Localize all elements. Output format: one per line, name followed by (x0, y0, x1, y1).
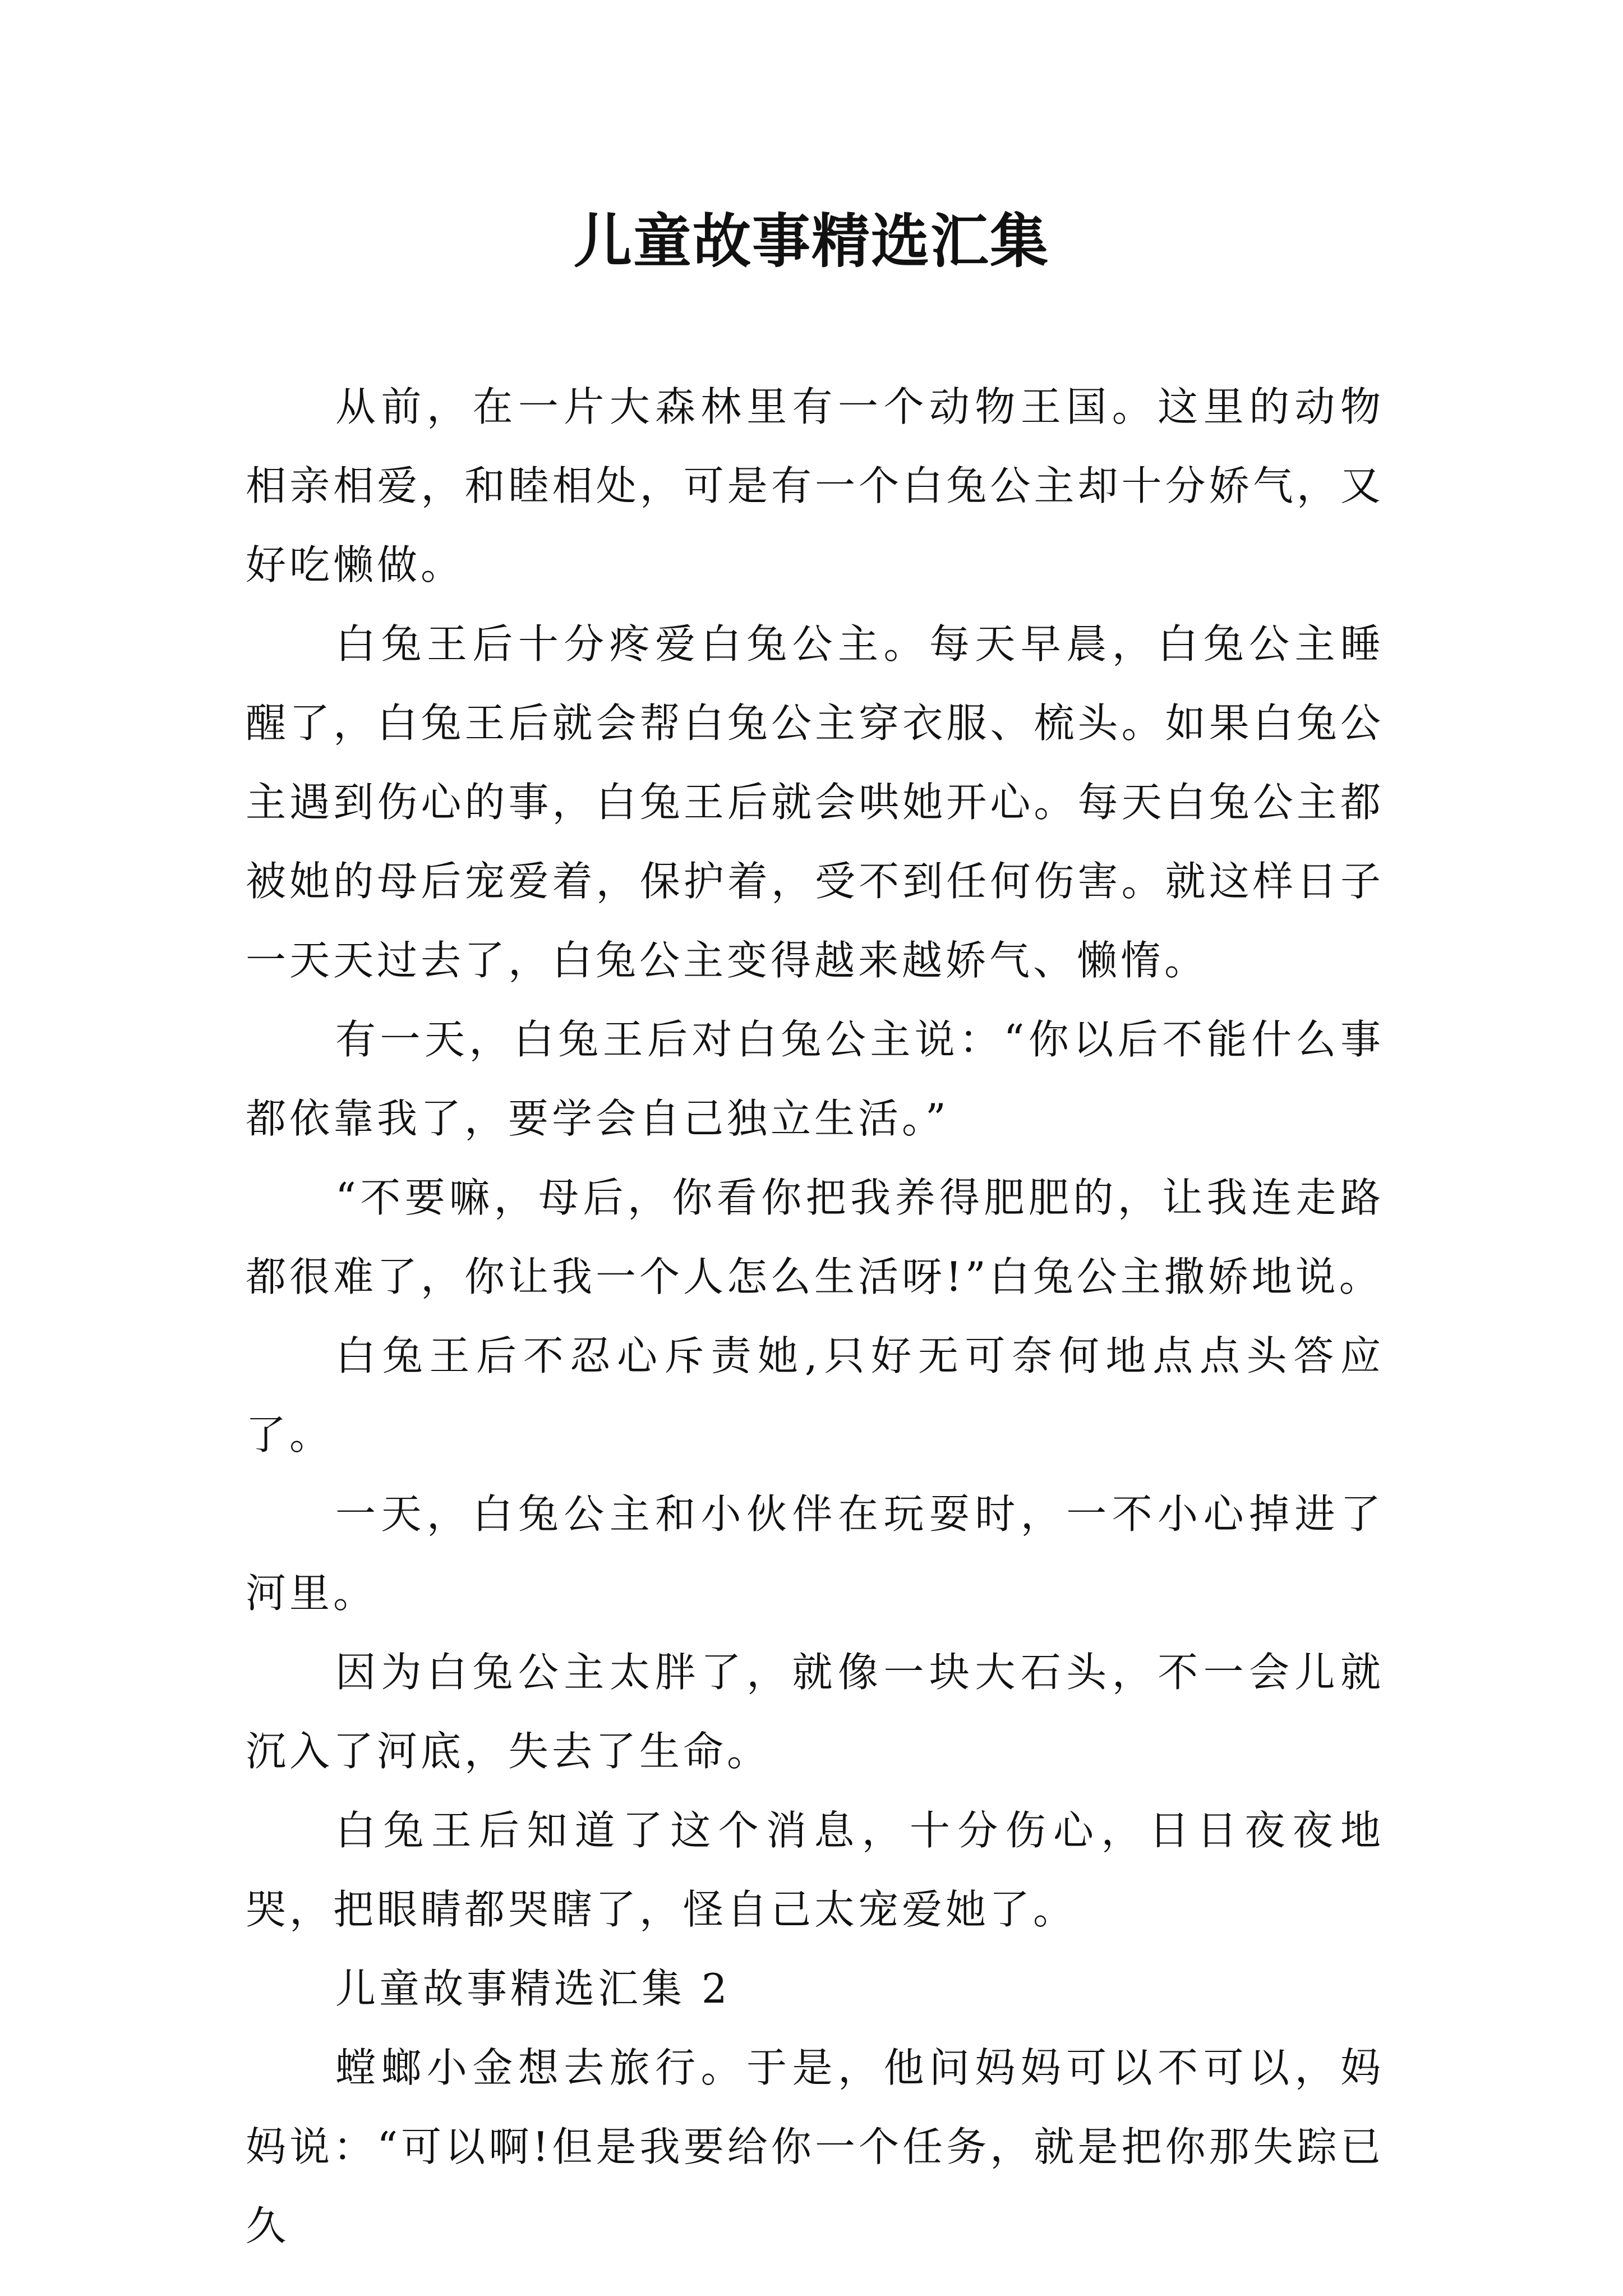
paragraph: 有一天，白兔王后对白兔公主说：“你以后不能什么事都依靠我了，要学会自己独立生活。” (246, 1016, 1384, 1142)
paragraph: 白兔王后十分疼爱白兔公主。每天早晨，白兔公主睡醒了，白兔王后就会帮白兔公主穿衣服、梳头。如果白兔公主遇到伤心的事，白兔王后就会哄她开心。每天白兔公主都被她的母后宠爱着，保护着，受不到任何伤害。就这样日子一天天过去了，白兔公主变得越来越娇气、懒惰。 (246, 620, 1384, 984)
paragraph: 因为白兔公主太胖了，就像一块大石头，不一会儿就沉入了河底，失去了生命。 (246, 1649, 1384, 1775)
paragraph: 从前，在一片大森林里有一个动物王国。这里的动物相亲相爱，和睦相处，可是有一个白兔公主却十分娇气，又好吃懒做。 (246, 383, 1384, 588)
section-heading: 儿童故事精选汇集 2 (335, 1965, 731, 2012)
paragraph: 白兔王后不忍心斥责她,只好无可奈何地点点头答应了。 (246, 1332, 1384, 1458)
paragraph: 一天，白兔公主和小伙伴在玩耍时，一不小心掉进了河里。 (246, 1490, 1384, 1617)
paragraph: 白兔王后知道了这个消息，十分伤心，日日夜夜地哭，把眼睛都哭瞎了，怪自己太宠爱她了。 (246, 1807, 1384, 1933)
document-body (246, 367, 1384, 2266)
paragraph: 螳螂小金想去旅行。于是，他问妈妈可以不可以，妈妈说：“可以啊!但是我要给你一个任务，就是把你那失踪已久 (246, 2044, 1384, 2249)
paragraph: “不要嘛，母后，你看你把我养得肥肥的，让我连走路都很难了，你让我一个人怎么生活呀!”白兔公主撒娇地说。 (246, 1174, 1384, 1300)
document-title: 儿童故事精选汇集 (573, 206, 1049, 275)
